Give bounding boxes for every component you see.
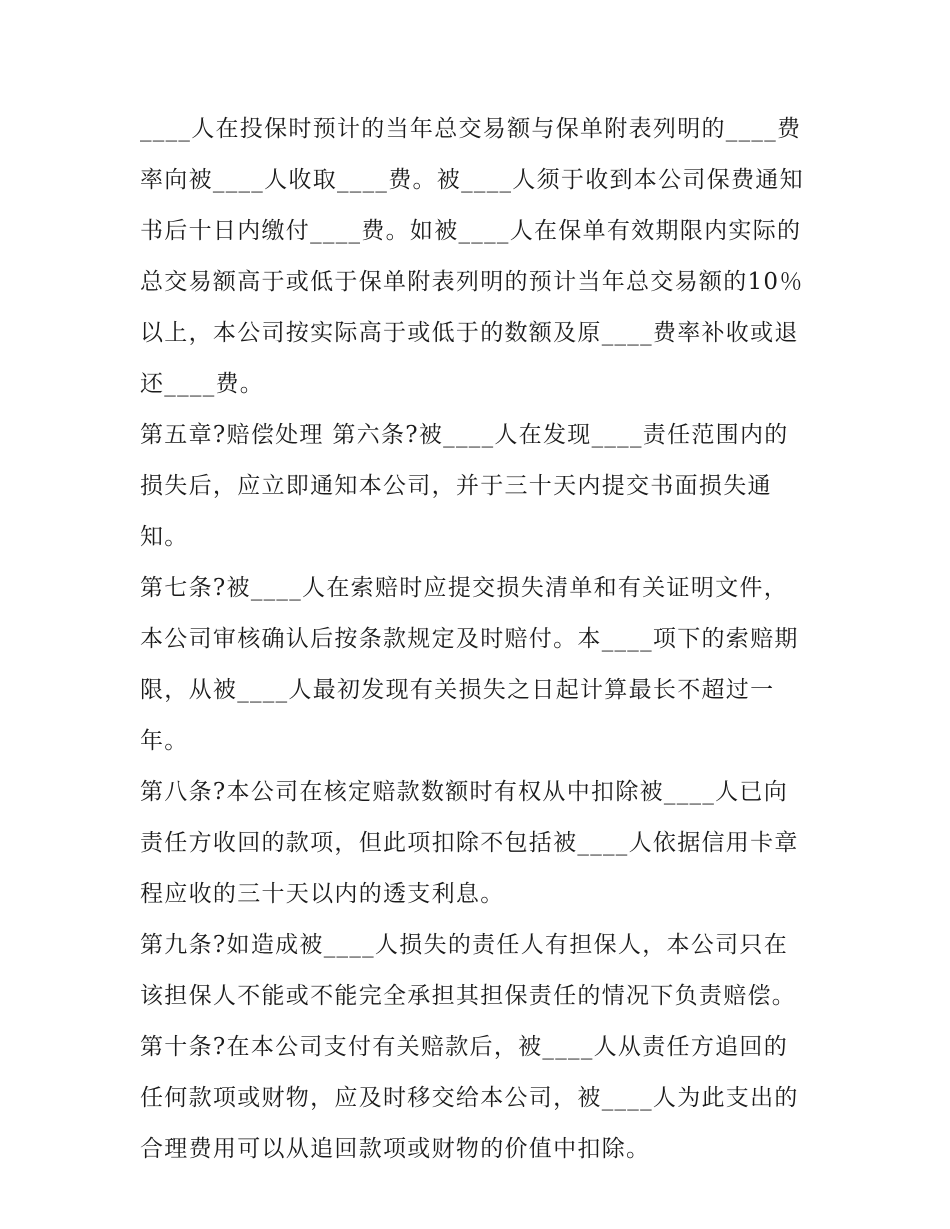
paragraph-premium-adjustment: ____人在投保时预计的当年总交易额与保单附表列明的____费率向被____人收取____费。被____人须于收到本公司保费通知书后十日内缴付____费。如被____人在保单有效期限内实际的总交易额高于或低于保单附表列明的预计当年总交易额的10％以上，本公司按实际高于或低于的数额及原____费率补收或退还____费。 [140, 116, 804, 397]
paragraph-article-7: 第七条?被____人在索赔时应提交损失清单和有关证明文件，本公司审核确认后按条款规定及时赔付。本____项下的索赔期限，从被____人最初发现有关损失之日起计算最长不超过一年。 [140, 575, 799, 754]
document-body [140, 104, 812, 1175]
paragraph-article-6: 第五章?赔偿处理 第六条?被____人在发现____责任范围内的损失后，应立即通知本公司，并于三十天内提交书面损失通知。 [140, 422, 789, 550]
paragraph-article-8: 第八条?本公司在核定赔款数额时有权从中扣除被____人已向责任方收回的款项，但此项扣除不包括被____人依据信用卡章程应收的三十天以内的透支利息。 [140, 779, 799, 907]
paragraph-article-10: 第十条?在本公司支付有关赔款后，被____人从责任方追回的任何款项或财物，应及时移交给本公司，被____人为此支出的合理费用可以从追回款项或财物的价值中扣除。 [140, 1034, 799, 1162]
paragraph-article-9: 第九条?如造成被____人损失的责任人有担保人，本公司只在该担保人不能或不能完全承担其担保责任的情况下负责赔偿。 [140, 932, 797, 1009]
